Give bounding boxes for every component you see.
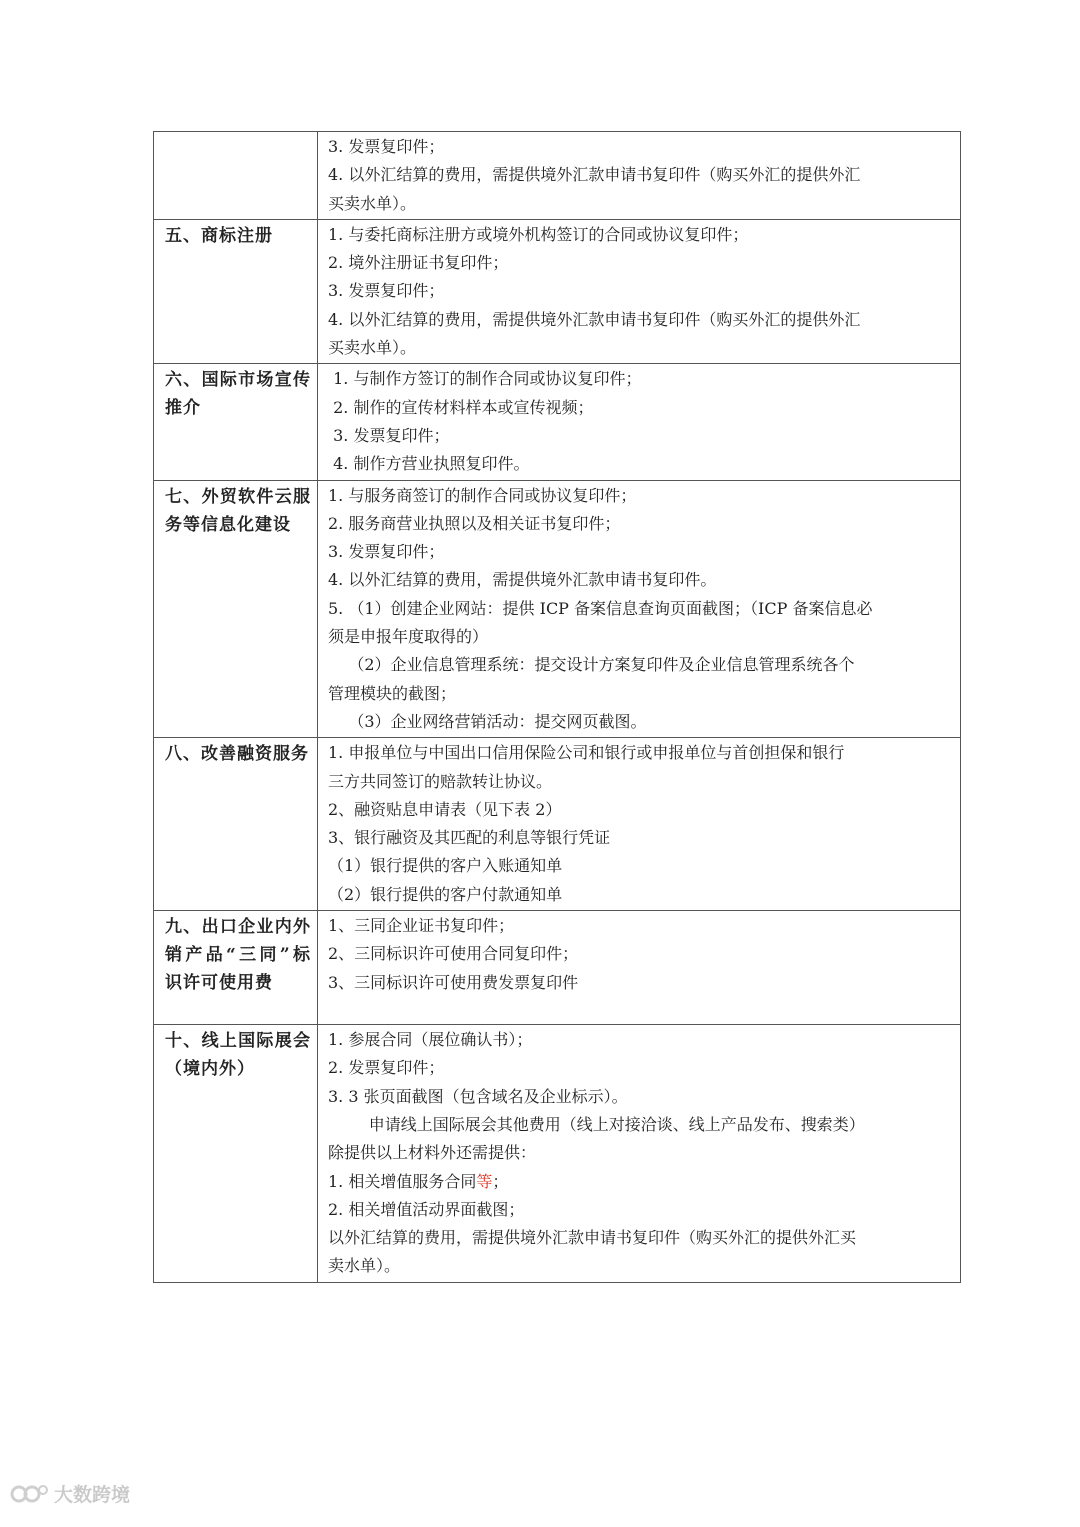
category-cell xyxy=(154,132,318,220)
requirement-text: 管理模块的截图； xyxy=(328,683,457,703)
requirement-line xyxy=(328,708,954,736)
requirement-text: 以外汇结算的费用，需提供境外汇款申请书复印件（购买外汇的提供外汇买 xyxy=(328,1228,857,1248)
requirement-line xyxy=(328,133,954,161)
requirement-text: 2. 境外注册证书复印件； xyxy=(328,253,509,273)
requirement-text: 三方共同签订的赔款转让协议。 xyxy=(328,771,553,791)
requirement-line xyxy=(328,1252,954,1280)
requirement-line xyxy=(328,1196,954,1224)
requirement-line xyxy=(328,190,954,218)
category-title: 六、国际市场宣传推介 xyxy=(165,370,311,419)
category-title: 七、外贸软件云服务等信息化建设 xyxy=(165,486,311,535)
requirement-line xyxy=(328,1224,954,1252)
category-cell xyxy=(154,219,318,363)
requirement-text: 1、三同企业证书复印件； xyxy=(328,916,515,936)
requirement-text: 卖水单）。 xyxy=(328,1256,401,1276)
requirement-line xyxy=(328,852,954,880)
table-row xyxy=(154,132,961,220)
requirement-line xyxy=(328,1026,954,1054)
category-cell xyxy=(154,364,318,480)
requirement-text: 买卖水单）。 xyxy=(328,338,417,358)
table-row xyxy=(154,738,961,911)
requirement-line xyxy=(328,334,954,362)
watermark-text: 大数跨境 xyxy=(54,1484,131,1506)
requirement-text: 3. 发票复印件； xyxy=(328,137,445,156)
requirement-line xyxy=(328,912,954,940)
requirement-text: 3. 发票复印件； xyxy=(328,281,445,301)
requirement-text: 除提供以上材料外还需提供： xyxy=(328,1143,537,1163)
requirement-line xyxy=(328,450,954,478)
requirement-line xyxy=(328,768,954,796)
requirement-line xyxy=(328,482,954,510)
requirement-line xyxy=(328,1168,954,1196)
requirement-text: （2）企业信息管理系统：提交设计方案复印件及企业信息管理系统各个 xyxy=(328,655,855,675)
requirement-text: 申请线上国际展会其他费用（线上对接洽谈、线上产品发布、搜索类） xyxy=(328,1114,865,1134)
requirement-text: 3. 发票复印件； xyxy=(328,542,445,562)
requirement-text: 3. 发票复印件； xyxy=(328,425,450,445)
requirement-text: 1. 与委托商标注册方或境外机构签订的合同或协议复印件； xyxy=(328,224,749,244)
requirements-cell xyxy=(318,132,961,220)
requirements-cell xyxy=(318,219,961,363)
requirement-text: 4. 制作方营业执照复印件。 xyxy=(328,454,530,474)
table-row xyxy=(154,911,961,1025)
requirement-line xyxy=(328,365,954,393)
requirement-line xyxy=(328,538,954,566)
requirement-line xyxy=(328,680,954,708)
requirement-text: 1. 参展合同（展位确认书）； xyxy=(328,1030,533,1050)
requirement-text: （2）银行提供的客户付款通知单 xyxy=(328,884,563,904)
requirement-text: 2、融资贴息申请表（见下表 2） xyxy=(328,799,562,819)
requirement-text: 5. （1）创建企业网站：提供 ICP 备案信息查询页面截图；（ICP 备案信息必 xyxy=(328,598,873,618)
requirement-text: 4. 以外汇结算的费用，需提供境外汇款申请书复印件（购买外汇的提供外汇 xyxy=(328,309,861,329)
requirement-text: 2. 发票复印件； xyxy=(328,1058,445,1078)
requirement-text: （3）企业网络营销活动：提交网页截图。 xyxy=(328,711,647,731)
category-cell xyxy=(154,738,318,911)
requirement-line xyxy=(328,249,954,277)
table-row xyxy=(154,1025,961,1283)
requirement-text: 须是申报年度取得的） xyxy=(328,627,489,647)
requirement-line xyxy=(328,306,954,334)
requirements-cell xyxy=(318,480,961,738)
requirements-cell xyxy=(318,364,961,480)
category-title: 十、线上国际展会（境内外） xyxy=(165,1031,311,1080)
requirement-line xyxy=(328,1054,954,1082)
brand-logo-icon xyxy=(10,1483,50,1505)
requirement-text: 4. 以外汇结算的费用，需提供境外汇款申请书复印件（购买外汇的提供外汇 xyxy=(328,165,861,185)
requirement-text: 1. 申报单位与中国出口信用保险公司和银行或申报单位与首创担保和银行 xyxy=(328,743,845,763)
requirement-line xyxy=(328,566,954,594)
requirement-text: 3、银行融资及其匹配的利息等银行凭证 xyxy=(328,828,611,848)
requirement-text: 2. 服务商营业执照以及相关证书复印件； xyxy=(328,513,621,533)
category-cell xyxy=(154,1025,318,1283)
table-row xyxy=(154,219,961,363)
requirement-line xyxy=(328,394,954,422)
requirement-line xyxy=(328,881,954,909)
requirement-line xyxy=(328,1139,954,1167)
watermark xyxy=(10,1480,130,1507)
requirement-line xyxy=(328,623,954,651)
requirement-line xyxy=(328,510,954,538)
requirement-text: 买卖水单）。 xyxy=(328,193,417,213)
category-cell xyxy=(154,911,318,1025)
requirements-table xyxy=(153,131,961,1283)
requirement-text: 1. 相关增值服务合同 xyxy=(328,1171,477,1191)
highlight-rest-text: ； xyxy=(492,1171,509,1191)
table-row xyxy=(154,364,961,480)
requirement-line xyxy=(328,422,954,450)
requirements-cell xyxy=(318,738,961,911)
requirement-line xyxy=(328,161,954,189)
table-row xyxy=(154,480,961,738)
requirements-cell xyxy=(318,911,961,1025)
highlight-suffix xyxy=(476,1172,508,1191)
requirement-text: 3. 3 张页面截图（包含域名及企业标示）。 xyxy=(328,1086,628,1106)
requirement-text: 4. 以外汇结算的费用，需提供境外汇款申请书复印件。 xyxy=(328,570,717,590)
requirement-line xyxy=(328,277,954,305)
requirement-text: （1）银行提供的客户入账通知单 xyxy=(328,856,563,876)
requirement-line xyxy=(328,796,954,824)
requirement-line xyxy=(328,940,954,968)
requirement-line xyxy=(328,595,954,623)
requirement-line xyxy=(328,1083,954,1111)
requirements-cell xyxy=(318,1025,961,1283)
requirement-text: 1. 与服务商签订的制作合同或协议复印件； xyxy=(328,485,637,505)
requirement-line xyxy=(328,824,954,852)
requirement-line xyxy=(328,969,954,997)
requirement-line xyxy=(328,739,954,767)
category-title: 九、出口企业内外销产品“三同”标识许可使用费 xyxy=(165,917,311,994)
requirement-text: 1. 与制作方签订的制作合同或协议复印件； xyxy=(328,369,642,389)
requirement-line xyxy=(328,651,954,679)
category-title: 五、商标注册 xyxy=(165,225,273,246)
requirement-text: 3、三同标识许可使用费发票复印件 xyxy=(328,972,579,992)
highlight-red-text: 等 xyxy=(476,1171,493,1191)
requirement-text: 2. 相关增值活动界面截图； xyxy=(328,1199,525,1219)
category-cell xyxy=(154,480,318,738)
requirement-text: 2. 制作的宣传材料样本或宣传视频； xyxy=(328,397,594,417)
requirement-text: 2、三同标识许可使用合同复印件； xyxy=(328,944,579,964)
category-title: 八、改善融资服务 xyxy=(165,744,309,765)
requirement-line xyxy=(328,1111,954,1139)
requirement-line xyxy=(328,221,954,249)
